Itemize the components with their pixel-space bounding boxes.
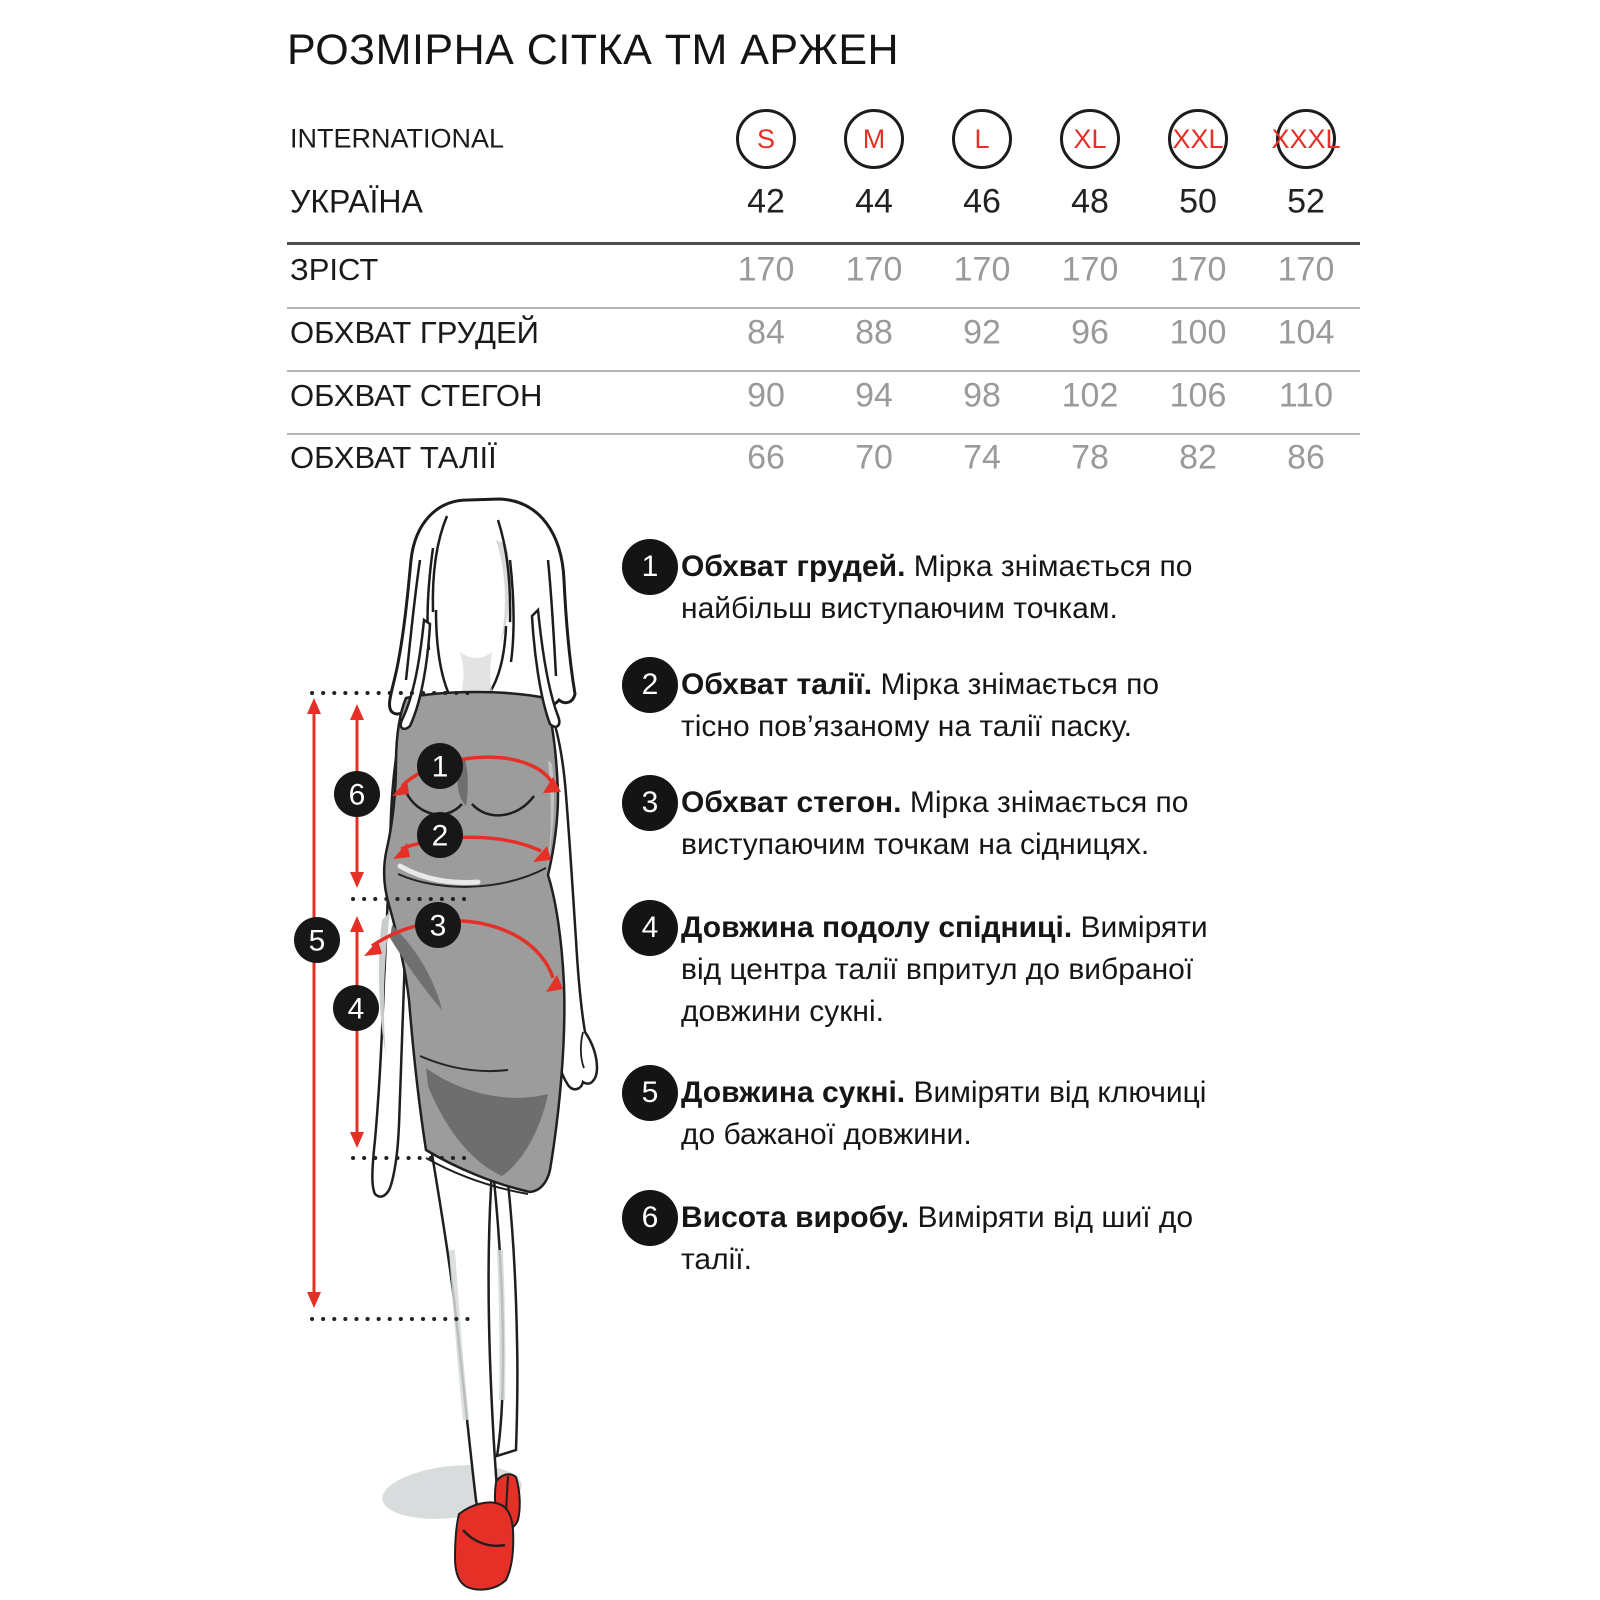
svg-text:6: 6 — [348, 778, 366, 812]
marker-1 — [417, 743, 463, 789]
legend-number: 4 — [641, 911, 659, 944]
size-ua-value: 50 — [1179, 182, 1217, 221]
woman-sketch — [280, 490, 660, 1600]
size-ua-value: 52 — [1287, 182, 1325, 221]
row-label: ЗРІСТ — [290, 252, 379, 287]
size-ua-value: 46 — [963, 182, 1001, 221]
legend-item-text: Довжина сукні. Виміряти від ключиці до бажаної довжини. — [681, 1076, 1207, 1151]
table-value: 94 — [855, 376, 893, 415]
table-value: 170 — [953, 250, 1011, 289]
legend-item-title: Довжина подолу спідниці. — [681, 911, 1073, 944]
legend-item-text: Довжина подолу спідниці. Виміряти від центра талії впритул до вибраної довжини сукні. — [681, 911, 1208, 1028]
legend-item-title: Довжина сукні. — [681, 1076, 906, 1109]
legend-number: 2 — [641, 668, 659, 701]
size-intl-label: L — [974, 123, 990, 154]
size-circle-M — [844, 109, 904, 169]
legend-item-title: Обхват грудей. — [681, 550, 906, 583]
table-value: 170 — [845, 250, 903, 289]
size-circle-XXL — [1168, 109, 1228, 169]
table-rule-3 — [287, 433, 1360, 435]
row-label: ОБХВАТ СТЕГОН — [290, 378, 543, 413]
svg-text:5: 5 — [308, 924, 326, 958]
table-value: 92 — [963, 313, 1001, 352]
size-intl-label: S — [756, 123, 775, 154]
international-label: INTERNATIONAL — [290, 123, 505, 154]
ukraine-label: УКРАЇНА — [290, 183, 423, 220]
table-value: 74 — [963, 438, 1001, 477]
size-ua-value: 48 — [1071, 182, 1109, 221]
marker-5 — [294, 917, 340, 963]
marker-3 — [415, 902, 461, 948]
svg-text:2: 2 — [431, 819, 449, 853]
table-value: 82 — [1179, 438, 1217, 477]
table-value: 170 — [1169, 250, 1227, 289]
svg-text:1: 1 — [431, 750, 449, 784]
size-circle-L — [952, 109, 1012, 169]
table-value: 96 — [1071, 313, 1109, 352]
table-value: 170 — [1277, 250, 1335, 289]
table-value: 78 — [1071, 438, 1109, 477]
legend-number: 5 — [641, 1076, 659, 1109]
table-value: 66 — [747, 438, 785, 477]
legend-item-text: Обхват грудей. Мірка знімається по найбільш виступаючим точкам. — [681, 550, 1193, 625]
table-value: 100 — [1169, 313, 1227, 352]
size-ua-value: 44 — [855, 182, 893, 221]
legend-number: 1 — [641, 550, 659, 583]
neck-shade — [460, 652, 493, 694]
size-circle-XL — [1060, 109, 1120, 169]
face — [433, 528, 507, 648]
table-value: 104 — [1277, 313, 1335, 352]
table-rule-thick — [287, 242, 1360, 245]
size-circle-S — [736, 109, 796, 169]
table-value: 84 — [747, 313, 785, 352]
marker-4 — [333, 985, 379, 1031]
table-rule-1 — [287, 307, 1360, 309]
legend-item-text: Обхват стегон. Мірка знімається по виступаючим точкам на сідницях. — [681, 786, 1189, 861]
size-intl-label: M — [862, 123, 886, 154]
table-rule-2 — [287, 370, 1360, 372]
size-intl-label: XXXL — [1271, 123, 1341, 154]
marker-2 — [417, 812, 463, 858]
table-value: 170 — [737, 250, 795, 289]
size-intl-label: XL — [1073, 123, 1107, 154]
table-value: 102 — [1061, 376, 1119, 415]
legend-item-text: Висота виробу. Виміряти від шиї до талії. — [681, 1201, 1194, 1276]
row-label: ОБХВАТ ГРУДЕЙ — [290, 315, 539, 350]
svg-text:4: 4 — [347, 992, 365, 1026]
legend-item-text: Обхват талії. Мірка знімається по тісно пов’язаному на талії паску. — [681, 668, 1160, 743]
legend-item-title: Обхват стегон. — [681, 786, 902, 819]
table-value: 88 — [855, 313, 893, 352]
table-value: 170 — [1061, 250, 1119, 289]
figure-illustration — [280, 490, 660, 1600]
legend-number: 3 — [641, 786, 659, 819]
size-intl-label: XXL — [1172, 123, 1224, 154]
legend-number: 6 — [641, 1201, 659, 1234]
size-circle-XXXL — [1271, 109, 1341, 169]
marker-6 — [334, 771, 380, 817]
table-value: 110 — [1278, 376, 1334, 415]
legend-item-title: Обхват талії. — [681, 668, 873, 701]
size-ua-value: 42 — [747, 182, 785, 221]
table-value: 70 — [855, 438, 893, 477]
table-value: 86 — [1287, 438, 1325, 477]
svg-text:3: 3 — [429, 909, 447, 943]
page-title: РОЗМІРНА СІТКА ТМ АРЖЕН — [287, 26, 900, 74]
table-value: 106 — [1169, 376, 1227, 415]
table-value: 90 — [747, 376, 785, 415]
table-value: 98 — [963, 376, 1001, 415]
row-label: ОБХВАТ ТАЛІЇ — [290, 440, 497, 475]
legend-item-title: Висота виробу. — [681, 1201, 910, 1234]
